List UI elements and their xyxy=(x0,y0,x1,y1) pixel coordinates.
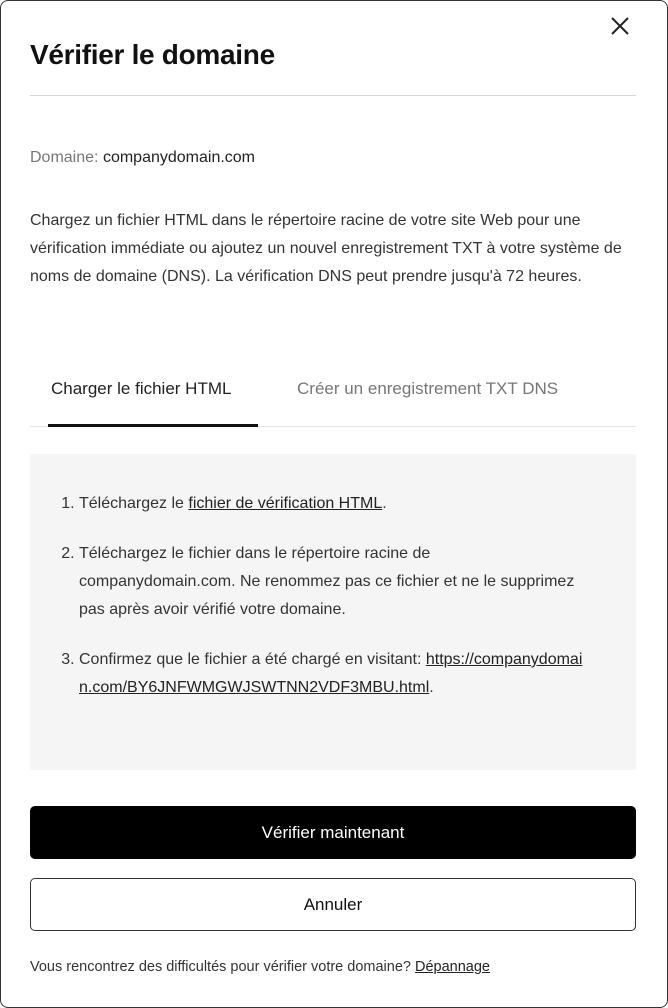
tab-upload-html[interactable]: Charger le fichier HTML xyxy=(51,379,232,398)
dialog-title: Vérifier le domaine xyxy=(30,39,275,70)
domain-value: companydomain.com xyxy=(102,149,256,166)
description: Chargez un fichier HTML dans le répertoire racine de votre site Web pour une vérification immédiate ou ajoutez un nouvel enregistrement TXT à votre système de noms de domaine (DNS). La vérification DNS peut prendre jusqu'à 72 heures. xyxy=(30,212,622,285)
verification-file-link[interactable]: fichier de vérification HTML xyxy=(188,495,383,512)
divider xyxy=(30,95,636,96)
step-3 xyxy=(79,646,589,702)
step-2: 2. Téléchargez le fichier dans le répertoire racine de companydomain.com. Ne renommez pas ce fichier et ne le supprimez pas après avoir vérifié votre domaine. xyxy=(79,540,589,624)
step-1 xyxy=(79,490,589,518)
step-3-suffix: . xyxy=(429,679,434,696)
active-tab-indicator xyxy=(48,424,258,427)
close-icon[interactable] xyxy=(607,13,633,39)
step-1-text: Téléchargez le xyxy=(79,495,189,512)
step-3-text: Confirmez que le fichier a été chargé en visitant: xyxy=(79,651,426,668)
cancel-button[interactable]: Annuler xyxy=(30,878,636,931)
tab-dns-txt[interactable]: Créer un enregistrement TXT DNS xyxy=(297,379,559,398)
steps-list xyxy=(79,490,589,724)
help-text xyxy=(30,959,490,975)
troubleshooting-link[interactable]: Dépannage xyxy=(415,959,490,975)
tab-bar xyxy=(30,371,636,427)
instructions-panel xyxy=(30,454,636,770)
domain-label: Domaine: xyxy=(30,149,99,166)
verification-url-link[interactable]: https://companydomain.com/BY6JNFWMGWJSWTNN2VDF3MBU.html xyxy=(79,651,583,696)
verify-now-button[interactable]: Vérifier maintenant xyxy=(30,806,636,859)
domain-info xyxy=(30,149,255,167)
step-1-suffix: . xyxy=(382,495,387,512)
help-question: Vous rencontrez des difficultés pour vérifier votre domaine? xyxy=(30,959,415,975)
